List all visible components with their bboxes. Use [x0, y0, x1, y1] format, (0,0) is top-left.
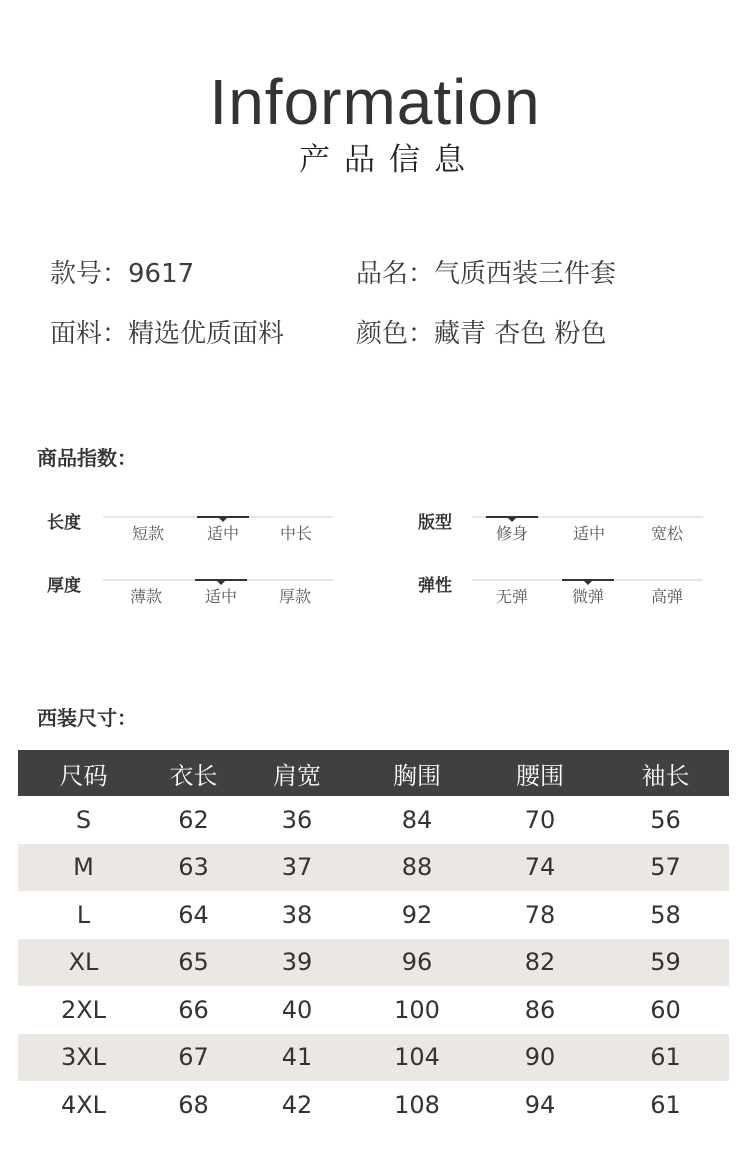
index-label: 长度: [47, 513, 81, 533]
index-option: 短款: [131, 524, 164, 543]
table-cell: S: [75, 805, 92, 834]
table-cell: 61: [650, 1043, 681, 1072]
table-cell: 3XL: [60, 1043, 107, 1072]
table-cell: 67: [178, 1043, 209, 1072]
table-cell: 63: [178, 853, 209, 882]
page-title: Information: [209, 66, 541, 138]
table-header-cell: 腰围: [516, 761, 564, 790]
info-color: 颜色：藏青 杏色 粉色: [356, 319, 607, 349]
table-cell: L: [76, 900, 91, 929]
info-style-no: 款号：9617: [50, 259, 195, 289]
size-table-header: [18, 750, 729, 796]
table-cell: 60: [650, 995, 681, 1024]
table-row: [18, 891, 729, 939]
size-table: [18, 750, 729, 1129]
table-cell: 59: [650, 948, 681, 977]
table-cell: 96: [401, 948, 433, 977]
table-cell: 61: [650, 1090, 681, 1119]
index-selected-marker: [486, 516, 538, 518]
index-option: 适中: [206, 524, 239, 543]
index-label: 厚度: [47, 576, 81, 596]
index-option: 微弹: [571, 587, 604, 606]
table-cell: 62: [178, 805, 209, 834]
table-row: [18, 939, 729, 987]
table-cell: 78: [524, 900, 556, 929]
index-selected-marker: [197, 516, 249, 518]
table-cell: 38: [281, 900, 313, 929]
table-cell: 36: [281, 805, 313, 834]
size-section-title: 西装尺寸：: [37, 706, 137, 730]
table-cell: 82: [524, 948, 556, 977]
table-row: [18, 1034, 729, 1082]
index-option: 适中: [204, 587, 237, 606]
table-header-cell: 衣长: [169, 761, 218, 790]
info-fabric: 面料：精选优质面料: [50, 319, 285, 349]
table-cell: 41: [281, 1043, 313, 1072]
index-selected-marker: [562, 579, 614, 581]
table-cell: 37: [281, 853, 313, 882]
table-cell: 4XL: [60, 1090, 107, 1119]
table-cell: M: [73, 853, 94, 882]
index-section-title: 商品指数：: [37, 446, 137, 470]
table-cell: 94: [524, 1090, 556, 1119]
table-cell: 84: [401, 805, 433, 834]
table-cell: 88: [401, 853, 433, 882]
table-cell: 58: [650, 900, 681, 929]
index-option: 无弹: [495, 587, 528, 606]
table-cell: 70: [524, 805, 556, 834]
table-cell: 65: [178, 948, 209, 977]
page-subtitle: 产品信息: [299, 142, 479, 178]
table-row: [18, 1081, 729, 1129]
table-cell: 92: [401, 900, 433, 929]
index-label: 版型: [418, 513, 452, 533]
table-cell: 66: [178, 995, 209, 1024]
table-cell: 42: [281, 1090, 313, 1119]
table-header-cell: 袖长: [641, 761, 690, 790]
table-cell: 40: [281, 995, 313, 1024]
table-cell: 90: [524, 1043, 556, 1072]
index-option: 厚款: [278, 587, 311, 606]
table-row: [18, 796, 729, 844]
index-option: 薄款: [129, 587, 162, 606]
info-product-name: 品名：气质西装三件套: [356, 259, 617, 289]
index-label: 弹性: [418, 576, 452, 596]
table-row: [18, 844, 729, 892]
table-header-cell: 尺码: [59, 761, 108, 790]
table-cell: 64: [178, 900, 209, 929]
table-cell: 2XL: [60, 995, 107, 1024]
index-option: 适中: [572, 524, 605, 543]
table-cell: 100: [394, 995, 440, 1024]
table-cell: 74: [524, 853, 556, 882]
size-table-body: [18, 796, 729, 1129]
table-cell: 57: [650, 853, 681, 882]
table-cell: 108: [394, 1090, 440, 1119]
table-cell: 56: [650, 805, 681, 834]
table-cell: 86: [524, 995, 556, 1024]
table-row: [18, 986, 729, 1034]
table-cell: XL: [68, 948, 99, 977]
index-option: 中长: [279, 524, 312, 543]
index-option: 高弹: [650, 587, 683, 606]
table-header-cell: 肩宽: [273, 761, 321, 790]
index-option: 宽松: [650, 524, 683, 543]
table-cell: 39: [281, 948, 313, 977]
table-cell: 104: [394, 1043, 440, 1072]
index-selected-marker: [195, 579, 247, 581]
index-option: 修身: [495, 524, 528, 543]
table-header-cell: 胸围: [393, 761, 441, 790]
table-cell: 68: [178, 1090, 209, 1119]
